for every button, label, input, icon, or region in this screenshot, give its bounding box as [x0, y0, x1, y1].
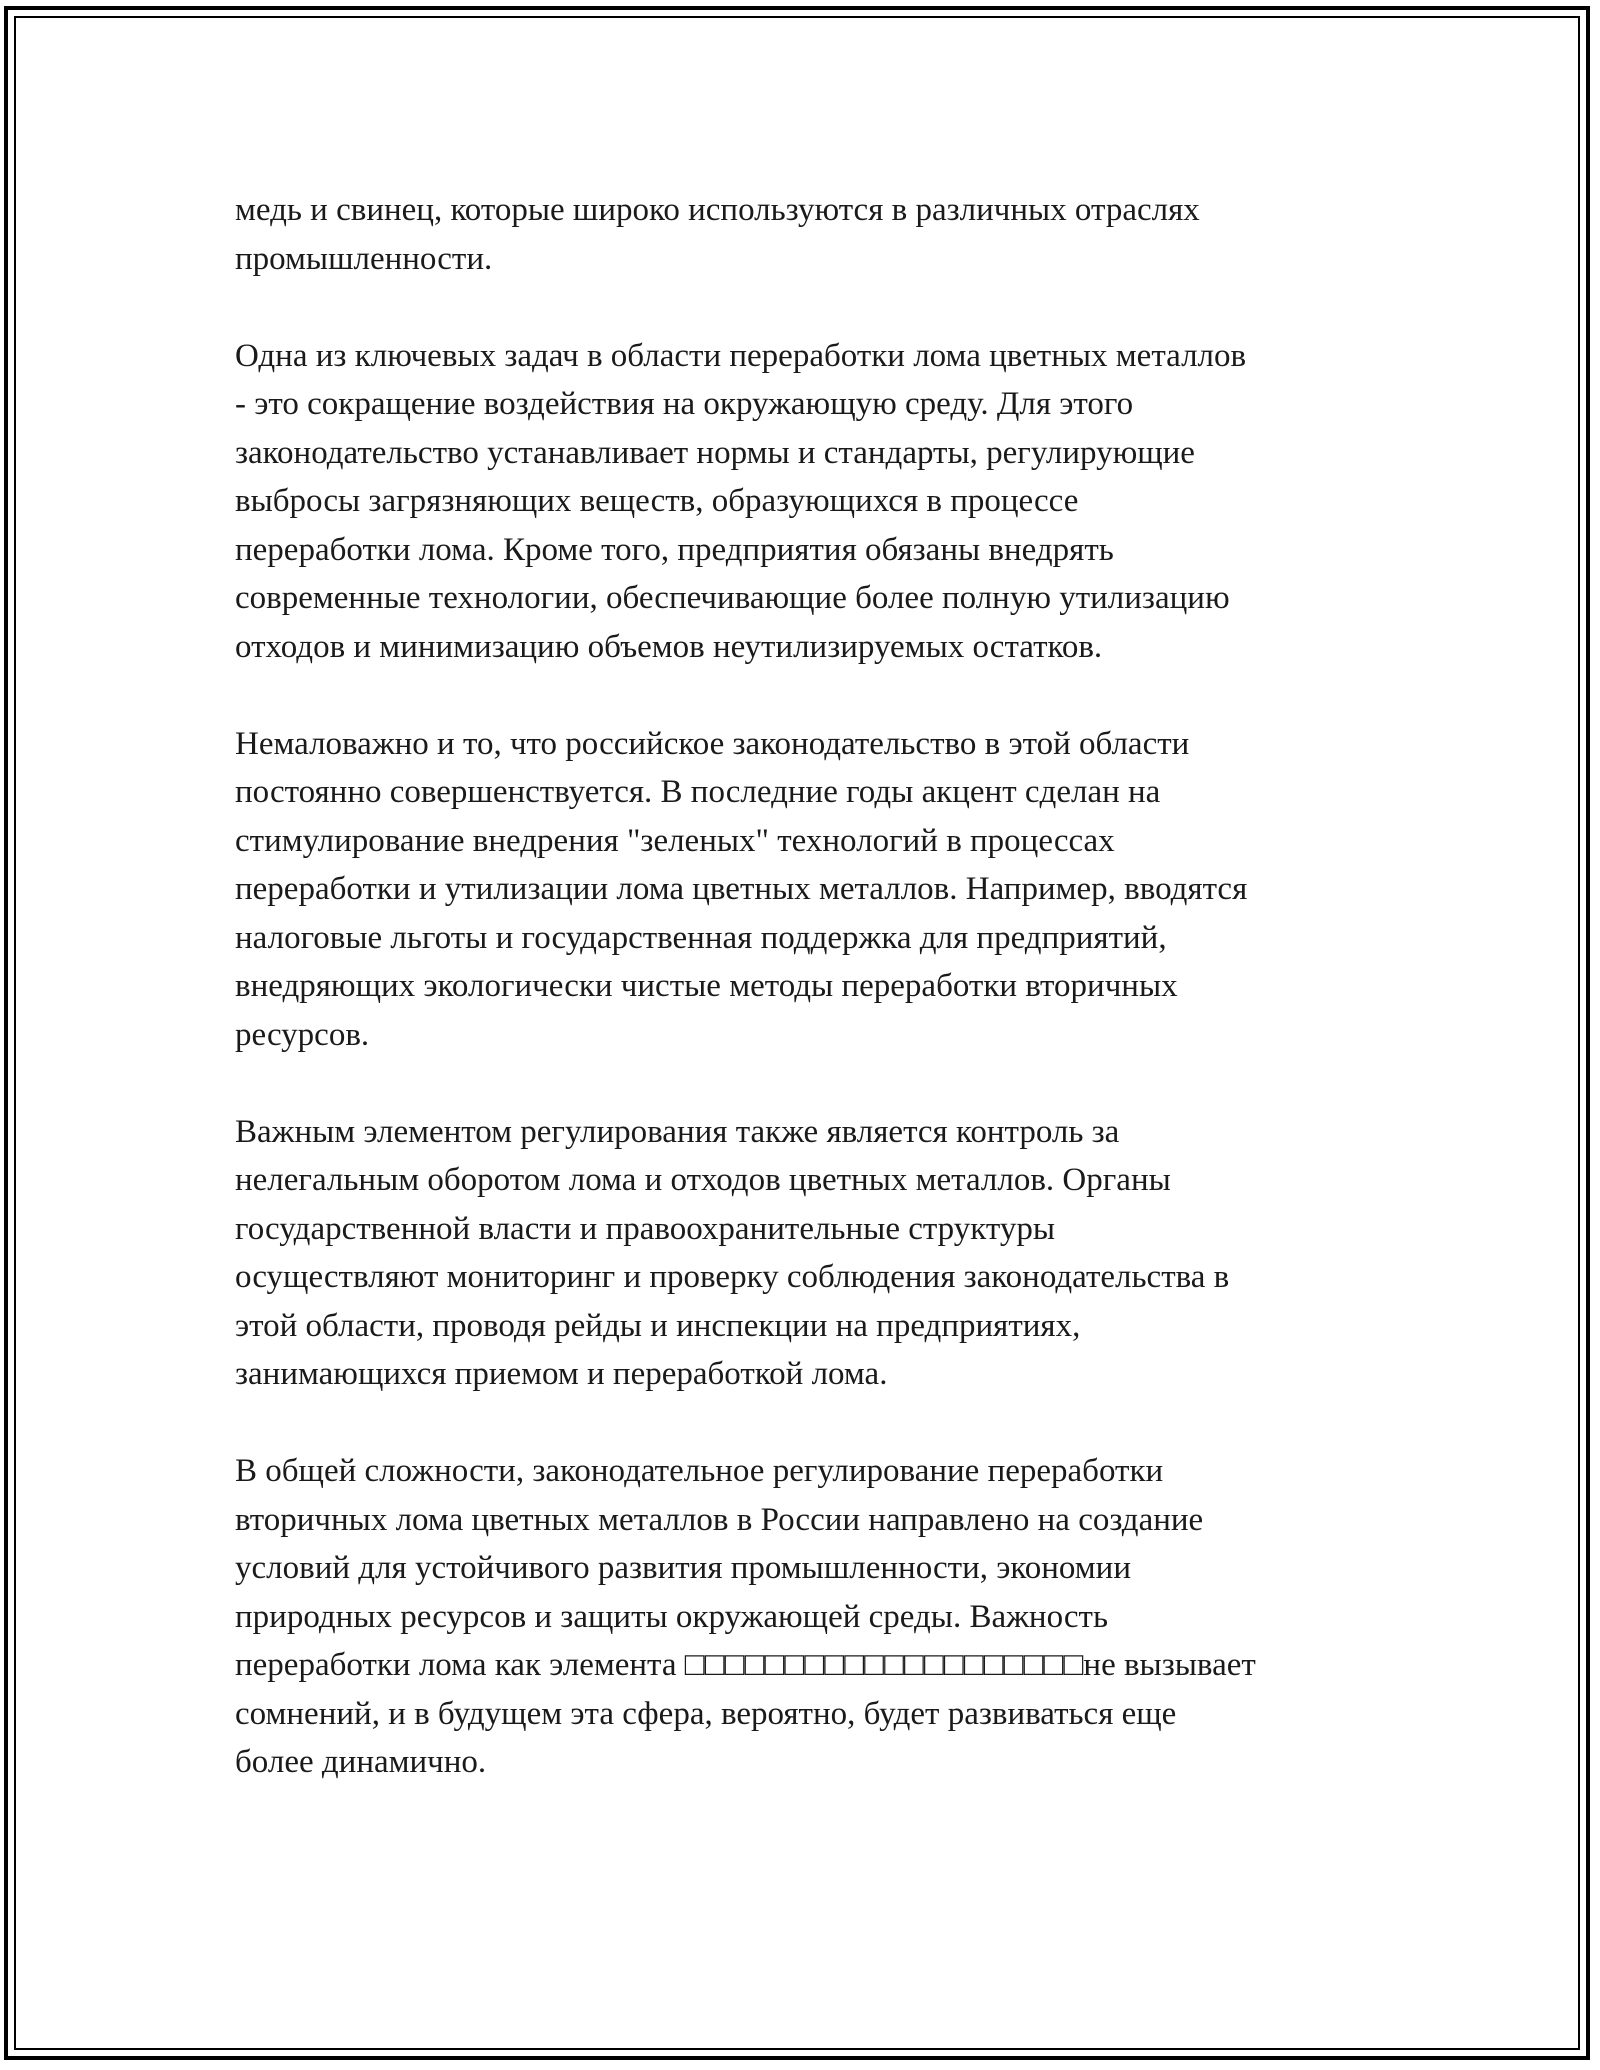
paragraph-3: Немаловажно и то, что российское законодательство в этой области постоянно совершенствуется. В последние годы акцент сделан на стимулирование внедрения "зеленых" технологий в процессах переработки и утилизации лома цветных металлов. Например, вводятся налоговые льготы и государственная поддержка для предприятий, внедряющих экологически чистые методы переработки вторичных ресурсов. — [235, 725, 1248, 1053]
paragraph-1: медь и свинец, которые широко используются в различных отраслях промышленности. — [235, 192, 1200, 277]
paragraph-5: В общей сложности, законодательное регулирование переработки вторичных лома цветных металлов в России направлено на создание условий для устойчивого развития промышленности, экономии природных ресурсов и защиты окружающей среды. Важность переработки лома как элемента □□□□□□□□□□□□□□□□□□□□не вызывает сомнений, и в будущем эта сфера, вероятно, будет развиваться еще более динамично. — [235, 1453, 1256, 1780]
paragraph-2: Одна из ключевых задач в области переработки лома цветных металлов - это сокращение воздействия на окружающую среду. Для этого законодательство устанавливает нормы и стандарты, регулирующие выбросы загрязняющих веществ, образующихся в процессе переработки лома. Кроме того, предприятия обязаны внедрять современные технологии, обеспечивающие более полную утилизацию отходов и минимизацию объемов неутилизируемых остатков. — [235, 337, 1247, 665]
paragraph-4: Важным элементом регулирования также является контроль за нелегальным оборотом лома и отходов цветных металлов. Органы государственной власти и правоохранительные структуры осуществляют мониторинг и проверку соблюдения законодательства в этой области, проводя рейды и инспекции на предприятиях, занимающихся приемом и переработкой лома. — [235, 1113, 1230, 1392]
document-body — [235, 186, 1380, 1787]
